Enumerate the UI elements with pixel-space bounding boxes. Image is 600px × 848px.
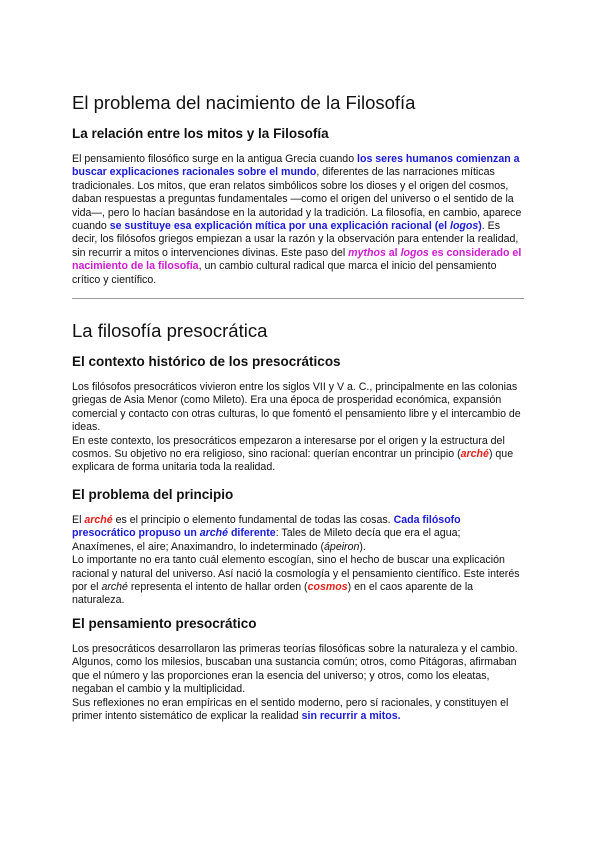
subtitle-contexto-historico: El contexto histórico de los presocráticos <box>72 354 341 369</box>
paragraph-contexto: Los filósofos presocráticos vivieron entre los siglos VII y V a. C., principalmente en las colonias griegas de Asia Menor (como Mileto). Era una época de prosperidad económica, expansión comercial y contacto con otras culturas, lo que fomentó el pensamiento libre y el intercambio de ideas. En este contexto, los presocráticos empezaron a interesarse por el origen y la estructura del cosmos. Su objetivo no era religioso, sino racional: querían encontrar un principio (arché) que explicara de forma unitaria toda la realidad. <box>72 381 521 474</box>
section-title-presocratica: La filosofía presocrática <box>72 320 268 341</box>
subtitle-problema-principio: El problema del principio <box>72 487 234 502</box>
subtitle-pensamiento-presocratico: El pensamiento presocrático <box>72 616 257 631</box>
section-title-nacimiento: El problema del nacimiento de la Filosofía <box>72 92 416 113</box>
paragraph-principio: El arché es el principio o elemento fundamental de todas las cosas. Cada filósofo presocrático propuso un arché diferente: Tales de Mileto decía que era el agua; Anaxímenes, el aire; Anaximandro, lo indeterminado (ápeiron). Lo importante no era tanto cuál elemento escogían, sino el hecho de buscar una explicación racional y natural del universo. Así nació la cosmología y el pensamiento científico. Este interés por el arché representa el intento de hallar orden (cosmos) en el caos aparente de la naturaleza. <box>72 514 520 607</box>
subtitle-mitos-filosofia: La relación entre los mitos y la Filosofía <box>72 126 329 141</box>
paragraph-mitos: El pensamiento filosófico surge en la antigua Grecia cuando los seres humanos comienzan a buscar explicaciones racionales sobre el mundo, diferentes de las narraciones míticas tradicionales. Los mitos, que eran relatos simbólicos sobre los dioses y el origen del cosmos, daban respuestas a preguntas fundamentales —como el origen del universo o el sentido de la vida—, pero lo hacían basándose en la autoridad y la tradición. La filosofía, en cambio, aparece cuando se sustituye esa explicación mítica por una explicación racional (el logos). Es decir, los filósofos griegos empiezan a usar la razón y la observación para entender la realidad, sin recurrir a mitos o intervenciones divinas. Este paso del mythos al logos es considerado el nacimiento de la filosofía, un cambio cultural radical que marca el inicio del pensamiento crítico y científico. <box>72 153 522 286</box>
section-divider <box>72 298 524 299</box>
paragraph-pensamiento: Los presocráticos desarrollaron las primeras teorías filosóficas sobre la naturaleza y el cambio. Algunos, como los milesios, buscaban una sustancia común; otros, como Pitágoras, afirmaban que el número y las proporciones eran la esencia del universo; y otros, como los eleatas, negaban el cambio y la multiplicidad. Sus reflexiones no eran empíricas en el sentido moderno, pero sí racionales, y constituyen el primer intento sistemático de explicar la realidad sin recurrir a mitos. <box>72 643 518 723</box>
